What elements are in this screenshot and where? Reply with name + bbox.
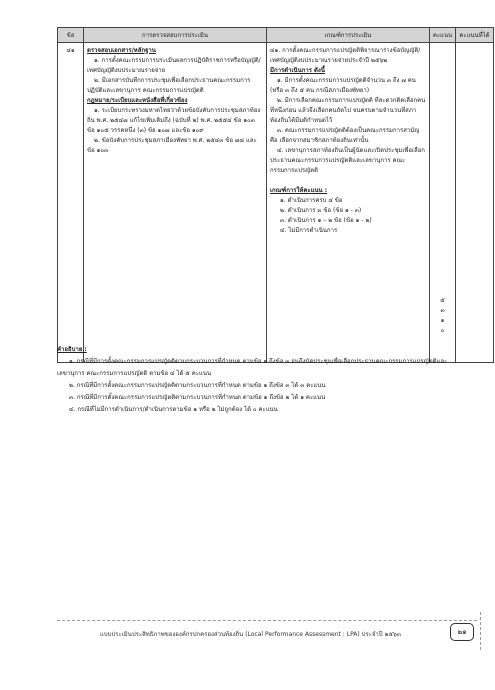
scoring-level-3: ๓. ดำเนินการ ๑ – ๒ ข้อ (ข้อ ๑ - ๒) <box>280 217 372 224</box>
notes-section <box>57 344 473 416</box>
scoring-level-4: ๔. ไม่มีการดำเนินการ <box>280 227 338 234</box>
evaluation-table <box>57 27 494 363</box>
criteria-title: ๔๑. การตั้งคณะกรรมการแปรญัตติพิจารณาร่างข้อบัญญัติ/เทศบัญญัติงบประมาณรายจ่ายประจำปี ๒๕๖๒ <box>270 47 421 64</box>
scoring-level-2: ๒. ดำเนินการ ๓ ข้อ (ข้อ ๑ - ๓) <box>280 207 362 214</box>
page-number: ๒๑ <box>450 623 474 641</box>
criteria-item-1: ๑. มีการตั้งคณะกรรมการแปรญัตติจำนวน ๓ ถึง ๗ คน (หรือ ๓ ถึง ๕ คน กรณีสภาเมืองพัทยา) <box>270 77 416 94</box>
header-no: ข้อ <box>58 28 84 43</box>
header-criteria: เกณฑ์การประเมิน <box>267 28 430 43</box>
score-cell <box>430 43 456 363</box>
criteria-cell <box>267 43 430 363</box>
score-value-1: ๕ <box>440 297 445 304</box>
header-score: คะแนน <box>430 28 456 43</box>
check-heading-laws: กฎหมาย/ระเบียบและหนังสือที่เกี่ยวข้อง <box>87 97 188 104</box>
check-item-1: ๑. การตั้งคณะกรรมการประเมินผลการปฏิบัติราชการหรือบัญญัติ/เทศบัญญัติงบประมาณรายจ่าย <box>87 57 261 74</box>
check-cell <box>84 43 267 363</box>
criteria-item-3: ๓. คณะกรรมการแปรญัตติต้องเป็นคณะกรรมการสามัญ คือ เลือกจากสมาชิกสภาท้องถิ่นเท่านั้น <box>270 127 420 144</box>
header-check: การตรวจสอบการประเมิน <box>84 28 267 43</box>
score-value-4: ๐ <box>440 327 445 334</box>
item-number: ๔๑ <box>58 43 84 363</box>
table-row <box>58 43 494 363</box>
check-heading-documents: ตรวจสอบเอกสาร/หลักฐาน <box>87 47 156 54</box>
footer-side-divider <box>480 612 481 650</box>
note-item-4: ๔. กรณีที่ไม่มีการดำเนินการ/ดำเนินการตามข้อ ๑ หรือ ๒ ไม่ถูกต้อง ได้ ๐ คะแนน <box>69 406 278 413</box>
note-item-1: ๑. กรณีที่มีการตั้งคณะกรรมการแปรญัตติตามกระบวนการที่กำหนด ตามข้อ ๑ ถึงข้อ ๓ จนถึงนัดประชุมเพื่อเลือกประธานคณะกรรมการแปรญัตติและเลขานุการ คณะกรรมการแปรญัตติ ตามข้อ ๔ ได้ ๕ คะแนน <box>57 358 448 377</box>
note-item-2: ๒. กรณีที่มีการตั้งคณะกรรมการแปรญัตติตามกระบวนการที่กำหนด ตามข้อ ๑ ถึงข้อ ๓ ได้ ๓ คะแนน <box>69 382 326 389</box>
table-header-row <box>58 28 494 43</box>
footer-divider <box>57 620 477 621</box>
scoring-level-1: ๑. ดำเนินการครบ ๔ ข้อ <box>280 197 343 204</box>
header-got: คะแนนที่ได้ <box>456 28 494 43</box>
law-item-1: ๑. ระเบียบกระทรวงมหาดไทยว่าด้วยข้อบังคับการประชุมสภาท้องถิ่น พ.ศ. ๒๕๔๗ แก้ไขเพิ่มเติมถึง (ฉบับที่ ๒) พ.ศ. ๒๕๕๔ ข้อ ๑๐๓ ข้อ ๑๐๕ วรรคหนึ่ง (๓) ข้อ ๑๐๗ และข้อ ๑๐๙ <box>87 107 261 134</box>
notes-title: คำอธิบาย : <box>57 346 87 353</box>
criteria-item-4: ๔. เลขานุการสภาท้องถิ่นเป็นผู้นัดและเปิดประชุมเพื่อเลือกประธานคณะกรรมการแปรญัตติและเลขานุการ คณะกรรมการแปรญัตติ <box>270 147 425 174</box>
footer-text: แบบประเมินประสิทธิภาพขององค์กรปกครองส่วนท้องถิ่น (Local Performance Assessment : LPA) ประจำปี ๒๕๖๓ <box>100 631 401 638</box>
criteria-item-2: ๒. มีการเลือกคณะกรรมการแปรญัตติ ที่สะดวกติดเลือกคนที่หนึ่งก่อน แล้วจึงเลือกคนถัดไป จนครบตามจำนวนที่สภาท้องถิ่นได้มีมติกำหนดไว้ <box>270 97 426 124</box>
score-obtained-cell <box>456 43 494 363</box>
law-item-2: ๒. ข้อบังคับการประชุมสภาเมืองพัทยา พ.ศ. ๒๕๔๓ ข้อ ๗๘ และข้อ ๑๐๓ <box>87 137 257 154</box>
score-value-3: ๑ <box>440 317 445 324</box>
score-value-2: ๓ <box>440 307 445 314</box>
note-item-3: ๓. กรณีที่มีการตั้งคณะกรรมการแปรญัตติตามกระบวนการที่กำหนด ตามข้อ ๑ ถึงข้อ ๒ ได้ ๑ คะแนน <box>69 394 326 401</box>
criteria-heading-actions: มีการดำเนินการ ดังนี้ <box>270 67 325 74</box>
check-item-2: ๒. มีเอกสารบันทึกการประชุมเพื่อเลือกประธานคณะกรรมการปฏิบัติและเลขานุการ คณะกรรมการแปรญัตติ <box>87 77 251 94</box>
scoring-heading: เกณฑ์การให้คะแนน : <box>270 187 328 194</box>
